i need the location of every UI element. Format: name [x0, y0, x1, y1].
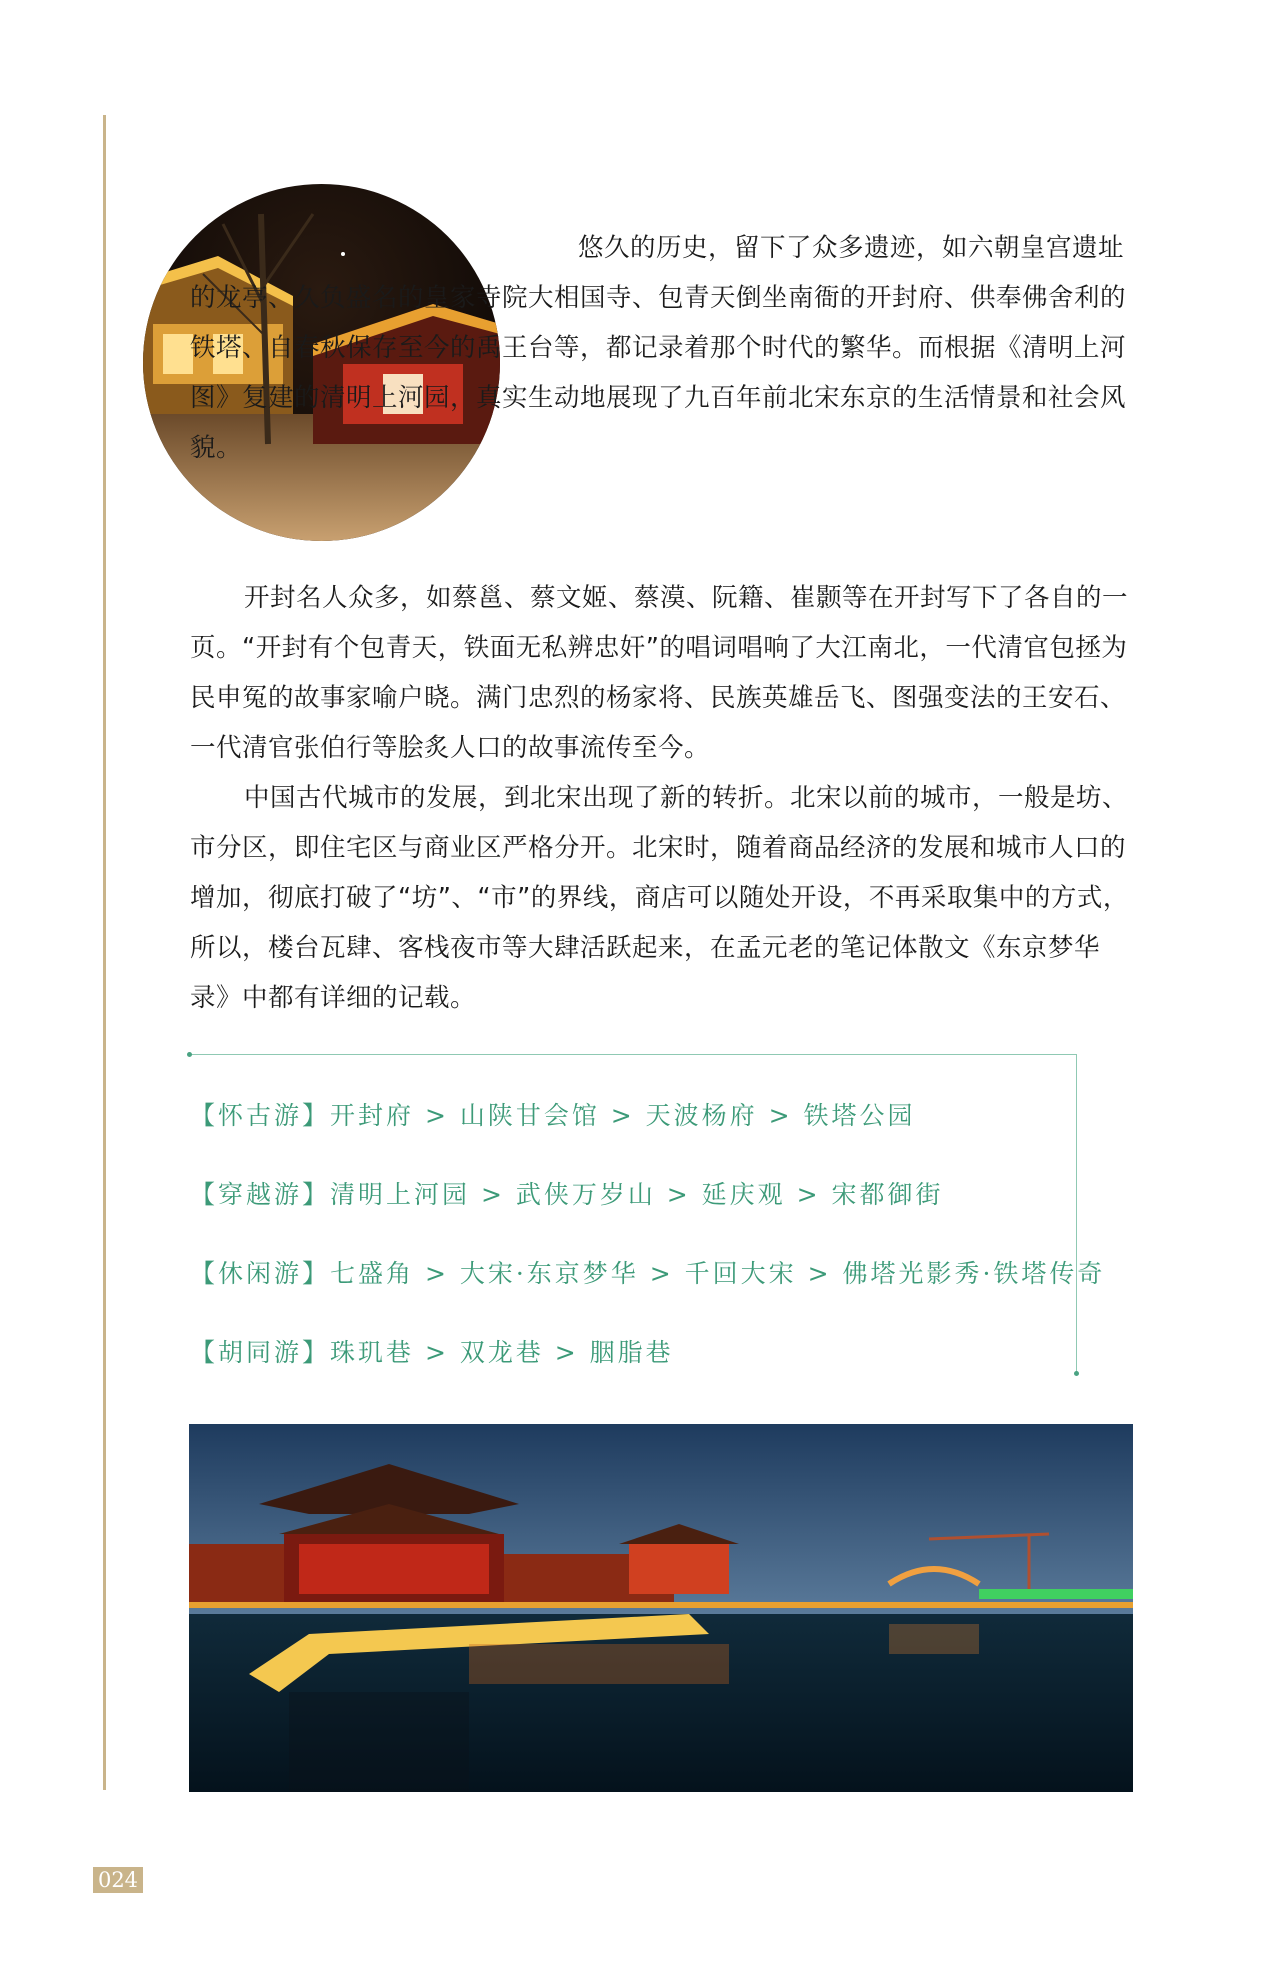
route-nostalgia: 【怀古游】开封府 > 山陕甘会馆 > 天波杨府 > 铁塔公园	[190, 1101, 916, 1130]
page-number: 024	[93, 1867, 143, 1893]
route-time-travel: 【穿越游】清明上河园 > 武侠万岁山 > 延庆观 > 宋都御街	[190, 1180, 944, 1209]
frame-corner-dot	[1074, 1371, 1079, 1376]
frame-corner-dot	[187, 1052, 192, 1057]
route-hutong: 【胡同游】珠玑巷 > 双龙巷 > 胭脂巷	[190, 1338, 674, 1367]
left-decorative-rule	[103, 115, 106, 1790]
paragraph-famous-people: 开封名人众多，如蔡邕、蔡文姬、蔡漠、阮籍、崔颢等在开封写下了各自的一页。“开封有个包青天，铁面无私辨忠奸”的唱词唱响了大江南北，一代清官包拯为民申冤的故事家喻户晓。满门忠烈的杨家将、民族英雄岳飞、图强变法的王安石、一代清官张伯行等脍炙人口的故事流传至今。	[190, 583, 1129, 763]
paragraph-history: 悠久的历史，留下了众多遗迹，如六朝皇宫遗址的龙亭、久负盛名的皇家寺院大相国寺、包青天倒坐南衙的开封府、供奉佛舍利的铁塔、自春秋保存至今的禹王台等，都记录着那个时代的繁华。而根据《清明上河图》复建的清明上河园，真实生动地展现了九百年前北宋东京的生活情景和社会风貌。	[190, 233, 1127, 463]
lakeside-pavilion-photo	[189, 1424, 1133, 1792]
route-leisure: 【休闲游】七盛角 > 大宋·东京梦华 > 千回大宋 > 佛塔光影秀·铁塔传奇	[190, 1259, 1106, 1288]
paragraph-city-development: 中国古代城市的发展，到北宋出现了新的转折。北宋以前的城市，一般是坊、市分区，即住宅区与商业区严格分开。北宋时，随着商品经济的发展和城市人口的增加，彻底打破了“坊”、“市”的界线，商店可以随处开设，不再采取集中的方式，所以，楼台瓦肆、客栈夜市等大肆活跃起来，在孟元老的笔记体散文《东京梦华录》中都有详细的记载。	[190, 783, 1129, 1013]
